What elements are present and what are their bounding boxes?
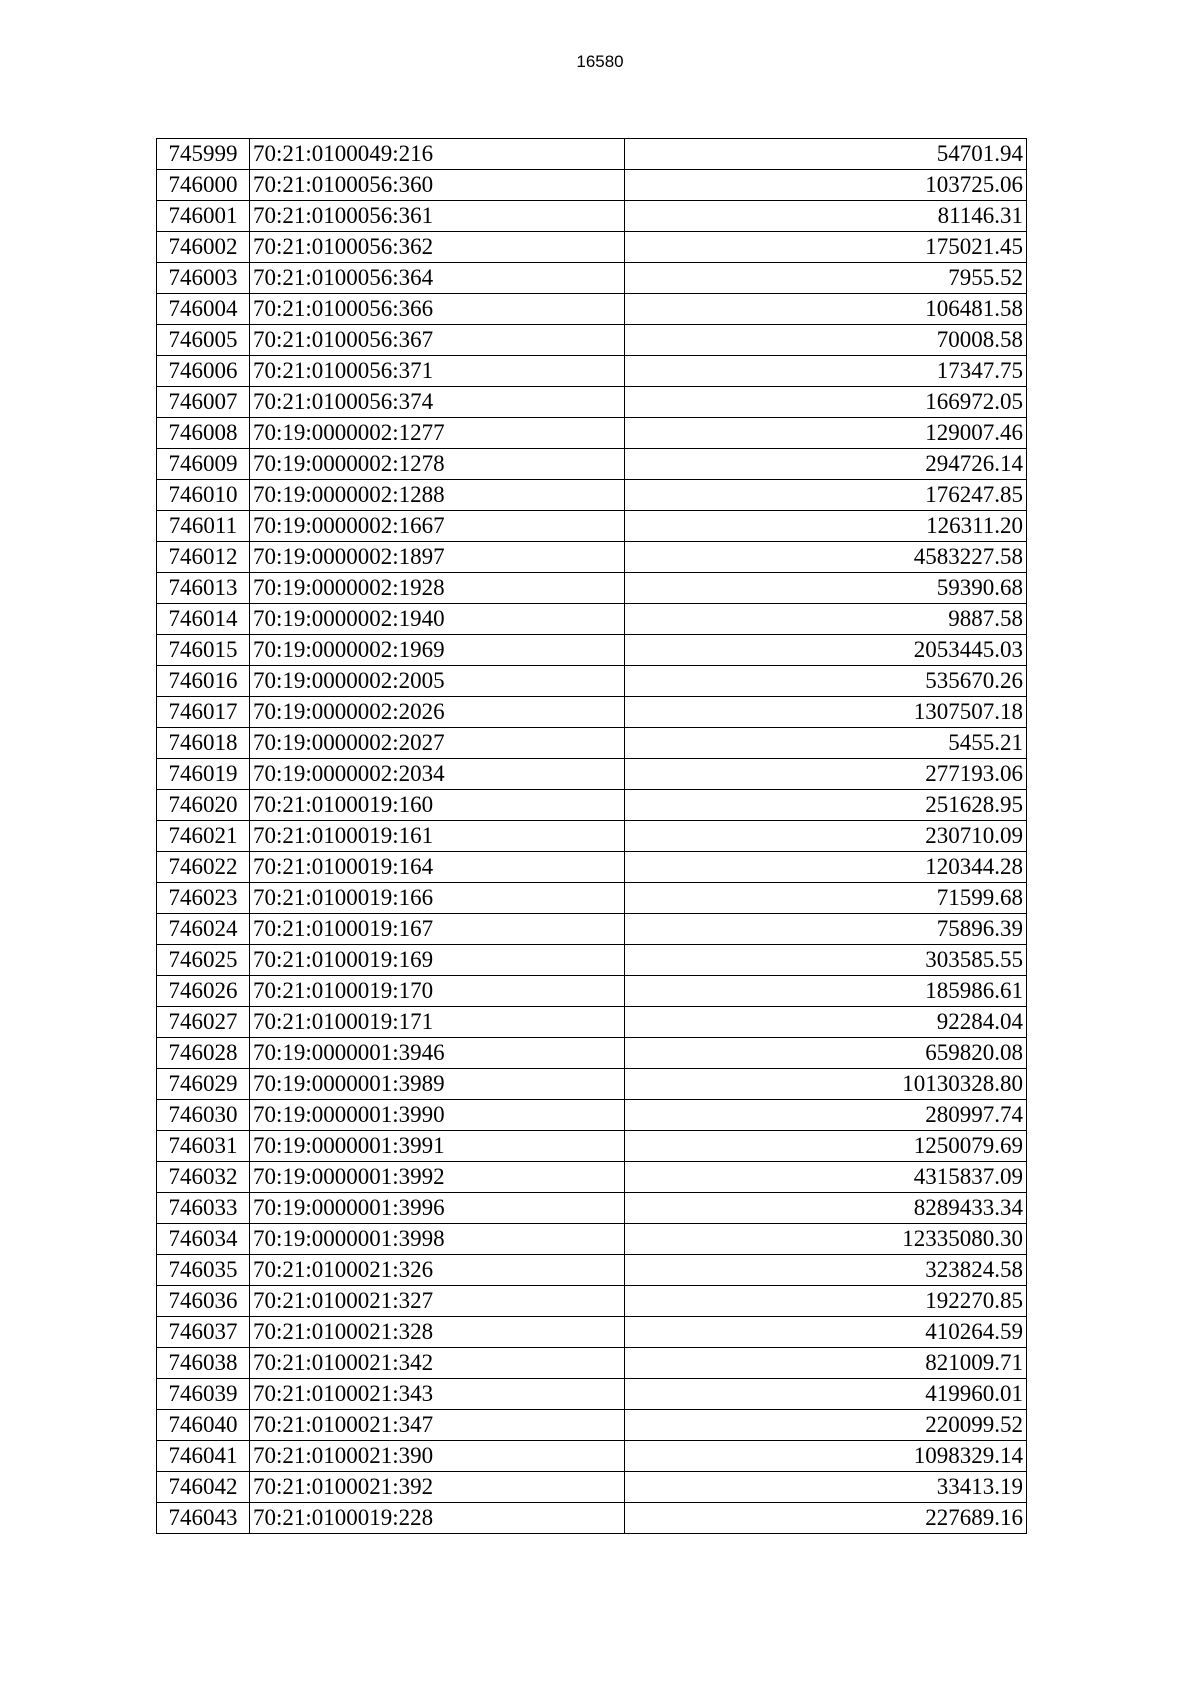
value-cell: 419960.01: [625, 1379, 1027, 1410]
cadastral-number-cell: 70:19:0000002:1897: [250, 542, 625, 573]
cadastral-number-cell: 70:19:0000001:3992: [250, 1162, 625, 1193]
table-row: [157, 418, 1027, 449]
value-cell: 92284.04: [625, 1007, 1027, 1038]
table-body: [157, 139, 1027, 1534]
cadastral-number-cell: 70:19:0000001:3990: [250, 1100, 625, 1131]
value-cell: 2053445.03: [625, 635, 1027, 666]
row-number-cell: 746003: [157, 263, 250, 294]
row-number-cell: 746010: [157, 480, 250, 511]
value-cell: 821009.71: [625, 1348, 1027, 1379]
row-number-cell: 746025: [157, 945, 250, 976]
value-cell: 12335080.30: [625, 1224, 1027, 1255]
cadastral-number-cell: 70:21:0100021:342: [250, 1348, 625, 1379]
cadastral-number-cell: 70:19:0000002:2026: [250, 697, 625, 728]
value-cell: 70008.58: [625, 325, 1027, 356]
row-number-cell: 746041: [157, 1441, 250, 1472]
table-row: [157, 232, 1027, 263]
table-row: [157, 728, 1027, 759]
table-row: [157, 139, 1027, 170]
value-cell: 4583227.58: [625, 542, 1027, 573]
value-cell: 17347.75: [625, 356, 1027, 387]
table-row: [157, 511, 1027, 542]
cadastral-number-cell: 70:21:0100021:328: [250, 1317, 625, 1348]
cadastral-number-cell: 70:21:0100056:366: [250, 294, 625, 325]
cadastral-number-cell: 70:21:0100019:167: [250, 914, 625, 945]
table-row: [157, 1503, 1027, 1534]
value-cell: 175021.45: [625, 232, 1027, 263]
table-row: [157, 945, 1027, 976]
row-number-cell: 746012: [157, 542, 250, 573]
table-row: [157, 1317, 1027, 1348]
cadastral-number-cell: 70:19:0000002:1288: [250, 480, 625, 511]
table-row: [157, 573, 1027, 604]
value-cell: 10130328.80: [625, 1069, 1027, 1100]
row-number-cell: 746001: [157, 201, 250, 232]
row-number-cell: 746026: [157, 976, 250, 1007]
value-cell: 75896.39: [625, 914, 1027, 945]
value-cell: 1307507.18: [625, 697, 1027, 728]
value-cell: 106481.58: [625, 294, 1027, 325]
cadastral-number-cell: 70:19:0000002:1278: [250, 449, 625, 480]
cadastral-number-cell: 70:19:0000001:3946: [250, 1038, 625, 1069]
value-cell: 1250079.69: [625, 1131, 1027, 1162]
value-cell: 81146.31: [625, 201, 1027, 232]
cadastral-number-cell: 70:19:0000001:3991: [250, 1131, 625, 1162]
row-number-cell: 746024: [157, 914, 250, 945]
table-row: [157, 914, 1027, 945]
row-number-cell: 746005: [157, 325, 250, 356]
row-number-cell: 746042: [157, 1472, 250, 1503]
row-number-cell: 745999: [157, 139, 250, 170]
row-number-cell: 746031: [157, 1131, 250, 1162]
value-cell: 230710.09: [625, 821, 1027, 852]
row-number-cell: 746019: [157, 759, 250, 790]
cadastral-number-cell: 70:21:0100021:390: [250, 1441, 625, 1472]
cadastral-number-cell: 70:21:0100019:170: [250, 976, 625, 1007]
cadastral-number-cell: 70:21:0100019:166: [250, 883, 625, 914]
cadastral-number-cell: 70:19:0000002:1969: [250, 635, 625, 666]
table-row: [157, 387, 1027, 418]
value-cell: 54701.94: [625, 139, 1027, 170]
value-cell: 7955.52: [625, 263, 1027, 294]
value-cell: 8289433.34: [625, 1193, 1027, 1224]
row-number-cell: 746016: [157, 666, 250, 697]
row-number-cell: 746043: [157, 1503, 250, 1534]
value-cell: 4315837.09: [625, 1162, 1027, 1193]
value-cell: 294726.14: [625, 449, 1027, 480]
cadastral-number-cell: 70:21:0100021:347: [250, 1410, 625, 1441]
cadastral-number-cell: 70:19:0000002:1667: [250, 511, 625, 542]
row-number-cell: 746004: [157, 294, 250, 325]
value-cell: 410264.59: [625, 1317, 1027, 1348]
table-row: [157, 201, 1027, 232]
value-cell: 9887.58: [625, 604, 1027, 635]
cadastral-number-cell: 70:21:0100056:362: [250, 232, 625, 263]
row-number-cell: 746022: [157, 852, 250, 883]
table-row: [157, 1410, 1027, 1441]
value-cell: 323824.58: [625, 1255, 1027, 1286]
table-row: [157, 635, 1027, 666]
value-cell: 535670.26: [625, 666, 1027, 697]
value-cell: 280997.74: [625, 1100, 1027, 1131]
value-cell: 71599.68: [625, 883, 1027, 914]
value-cell: 220099.52: [625, 1410, 1027, 1441]
table-row: [157, 821, 1027, 852]
cadastral-number-cell: 70:19:0000002:2005: [250, 666, 625, 697]
row-number-cell: 746011: [157, 511, 250, 542]
table-row: [157, 1348, 1027, 1379]
row-number-cell: 746002: [157, 232, 250, 263]
value-cell: 251628.95: [625, 790, 1027, 821]
table-row: [157, 1038, 1027, 1069]
table-row: [157, 604, 1027, 635]
table-row: [157, 1441, 1027, 1472]
cadastral-number-cell: 70:19:0000001:3998: [250, 1224, 625, 1255]
row-number-cell: 746017: [157, 697, 250, 728]
row-number-cell: 746038: [157, 1348, 250, 1379]
row-number-cell: 746008: [157, 418, 250, 449]
cadastral-number-cell: 70:21:0100019:160: [250, 790, 625, 821]
cadastral-number-cell: 70:21:0100019:169: [250, 945, 625, 976]
row-number-cell: 746028: [157, 1038, 250, 1069]
row-number-cell: 746034: [157, 1224, 250, 1255]
cadastral-number-cell: 70:21:0100021:343: [250, 1379, 625, 1410]
value-cell: 166972.05: [625, 387, 1027, 418]
value-cell: 59390.68: [625, 573, 1027, 604]
value-cell: 1098329.14: [625, 1441, 1027, 1472]
table-row: [157, 1472, 1027, 1503]
table-row: [157, 356, 1027, 387]
cadastral-number-cell: 70:19:0000002:1940: [250, 604, 625, 635]
row-number-cell: 746035: [157, 1255, 250, 1286]
cadastral-number-cell: 70:21:0100056:364: [250, 263, 625, 294]
value-cell: 277193.06: [625, 759, 1027, 790]
table-row: [157, 170, 1027, 201]
cadastral-number-cell: 70:21:0100021:326: [250, 1255, 625, 1286]
row-number-cell: 746021: [157, 821, 250, 852]
table-row: [157, 1286, 1027, 1317]
row-number-cell: 746032: [157, 1162, 250, 1193]
cadastral-number-cell: 70:21:0100056:361: [250, 201, 625, 232]
value-cell: 33413.19: [625, 1472, 1027, 1503]
table-row: [157, 1007, 1027, 1038]
table-row: [157, 883, 1027, 914]
value-cell: 126311.20: [625, 511, 1027, 542]
value-cell: 227689.16: [625, 1503, 1027, 1534]
table-row: [157, 976, 1027, 1007]
row-number-cell: 746007: [157, 387, 250, 418]
row-number-cell: 746036: [157, 1286, 250, 1317]
row-number-cell: 746029: [157, 1069, 250, 1100]
table-row: [157, 1069, 1027, 1100]
cadastral-number-cell: 70:21:0100021:392: [250, 1472, 625, 1503]
table-row: [157, 1379, 1027, 1410]
row-number-cell: 746006: [157, 356, 250, 387]
row-number-cell: 746027: [157, 1007, 250, 1038]
row-number-cell: 746040: [157, 1410, 250, 1441]
cadastral-number-cell: 70:21:0100056:367: [250, 325, 625, 356]
cadastral-number-cell: 70:21:0100056:360: [250, 170, 625, 201]
cadastral-number-cell: 70:21:0100019:161: [250, 821, 625, 852]
cadastral-number-cell: 70:19:0000002:2034: [250, 759, 625, 790]
cadastral-number-cell: 70:21:0100049:216: [250, 139, 625, 170]
row-number-cell: 746037: [157, 1317, 250, 1348]
value-cell: 103725.06: [625, 170, 1027, 201]
table-row: [157, 480, 1027, 511]
row-number-cell: 746033: [157, 1193, 250, 1224]
cadastral-number-cell: 70:21:0100019:164: [250, 852, 625, 883]
cadastral-number-cell: 70:21:0100056:374: [250, 387, 625, 418]
cadastral-number-cell: 70:19:0000001:3996: [250, 1193, 625, 1224]
table-row: [157, 1162, 1027, 1193]
value-cell: 192270.85: [625, 1286, 1027, 1317]
table-row: [157, 1100, 1027, 1131]
value-cell: 5455.21: [625, 728, 1027, 759]
table-row: [157, 263, 1027, 294]
table-row: [157, 666, 1027, 697]
cadastral-number-cell: 70:21:0100021:327: [250, 1286, 625, 1317]
page-number: 16580: [576, 52, 624, 71]
row-number-cell: 746009: [157, 449, 250, 480]
table-row: [157, 542, 1027, 573]
table-row: [157, 1131, 1027, 1162]
table-row: [157, 1224, 1027, 1255]
cadastral-number-cell: 70:21:0100019:171: [250, 1007, 625, 1038]
cadastral-number-cell: 70:21:0100056:371: [250, 356, 625, 387]
table-row: [157, 852, 1027, 883]
table-row: [157, 1255, 1027, 1286]
cadastral-number-cell: 70:19:0000002:2027: [250, 728, 625, 759]
value-cell: 120344.28: [625, 852, 1027, 883]
row-number-cell: 746000: [157, 170, 250, 201]
table-row: [157, 294, 1027, 325]
row-number-cell: 746020: [157, 790, 250, 821]
cadastral-value-table: [156, 138, 1027, 1534]
row-number-cell: 746015: [157, 635, 250, 666]
cadastral-number-cell: 70:19:0000002:1277: [250, 418, 625, 449]
cadastral-number-cell: 70:19:0000002:1928: [250, 573, 625, 604]
table-row: [157, 325, 1027, 356]
row-number-cell: 746030: [157, 1100, 250, 1131]
table-row: [157, 790, 1027, 821]
table-row: [157, 449, 1027, 480]
table-row: [157, 697, 1027, 728]
row-number-cell: 746013: [157, 573, 250, 604]
row-number-cell: 746039: [157, 1379, 250, 1410]
table-row: [157, 1193, 1027, 1224]
row-number-cell: 746023: [157, 883, 250, 914]
value-cell: 129007.46: [625, 418, 1027, 449]
value-cell: 185986.61: [625, 976, 1027, 1007]
value-cell: 176247.85: [625, 480, 1027, 511]
value-cell: 659820.08: [625, 1038, 1027, 1069]
row-number-cell: 746018: [157, 728, 250, 759]
cadastral-number-cell: 70:21:0100019:228: [250, 1503, 625, 1534]
cadastral-number-cell: 70:19:0000001:3989: [250, 1069, 625, 1100]
row-number-cell: 746014: [157, 604, 250, 635]
value-cell: 303585.55: [625, 945, 1027, 976]
table-row: [157, 759, 1027, 790]
